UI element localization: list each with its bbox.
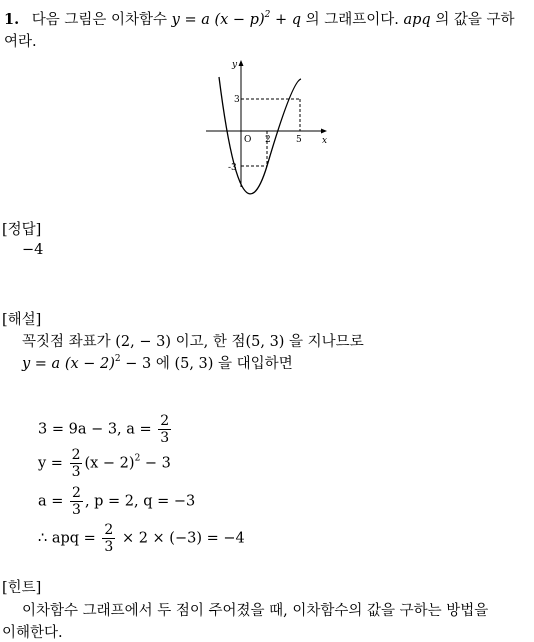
hint-heading: [힌트] <box>2 580 42 596</box>
equation-4: ∴ apq = $\frac{2}{3}$ × 2 × (−3) = −4 <box>38 522 245 555</box>
hint-line-1: 이차함수 그래프에서 두 점이 주어졌을 때, 이차함수의 값을 구하는 방법을 <box>22 603 489 619</box>
answer-heading: [정답] <box>2 222 42 238</box>
axis-label-y: y <box>232 60 238 70</box>
problem-function: y = a $(x - p)^2 + q$ <box>171 10 301 28</box>
solution-heading: [해설] <box>2 312 42 328</box>
hint-line-2: 이해한다. <box>2 625 63 641</box>
equation-2: y = $\frac{2}{3}$ $(x - 2)^2 - 3$ <box>38 447 171 480</box>
x-axis-arrow <box>321 129 327 134</box>
solution-line-2: y = a $(x - 2)^2 - 3$ 에 (5, 3) 을 대입하면 <box>22 354 293 372</box>
tick-label-5: 5 <box>296 135 302 145</box>
problem-number: 1. <box>4 11 20 28</box>
problem-line-2: 여라. <box>4 34 37 50</box>
solution-line-1: 꼭짓점 좌표가 (2, − 3) 이고, 한 점(5, 3) 을 지나므로 <box>22 334 364 350</box>
y-axis-arrow <box>239 60 244 66</box>
tick-label-3: 3 <box>234 95 240 105</box>
problem-text-3: 의 값을 구하 <box>435 12 515 28</box>
origin-label: O <box>244 135 252 145</box>
problem-apq: apq <box>403 12 431 28</box>
problem-text-2: 의 그래프이다. <box>305 12 399 28</box>
tick-label-neg3: -3 <box>228 163 237 173</box>
parabola-graph <box>200 55 335 195</box>
problem-line-1 <box>4 8 515 29</box>
equation-1: 3 = 9a − 3, a = $\frac{2}{3}$ <box>38 413 170 446</box>
tick-label-2: 2 <box>265 135 271 145</box>
problem-text-1: 다음 그림은 이차함수 <box>31 12 168 28</box>
answer-value: −4 <box>22 242 44 258</box>
equation-3: a = $\frac{2}{3}$ , p = 2, q = −3 <box>38 485 196 518</box>
axis-label-x: x <box>322 136 328 146</box>
parabola-curve <box>219 77 301 194</box>
